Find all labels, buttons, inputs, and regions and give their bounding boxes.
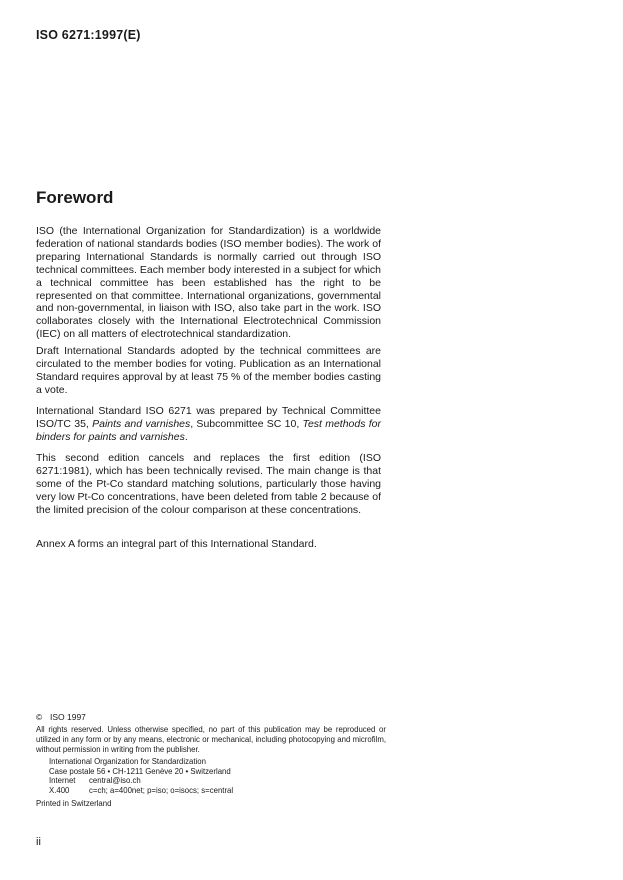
foreword-paragraph-5: Annex A forms an integral part of this International Standard. [36,538,317,550]
foreword-paragraph-4: This second edition cancels and replaces the first edition (ISO 6271:1981), which has been technically revised. The main change is that some of the Pt-Co standard matching solutions, particularly those having very low Pt-Co concentrations, have been deleted from table 2 because of the limited precision of the colour comparison at these concentrations. [36,452,381,516]
internet-value: central@iso.ch [89,776,141,786]
foreword-paragraph-3 [36,405,381,444]
p3-text-start: International Standard ISO 6271 was prepared by Technical Committee ISO/TC 35, [36,405,381,430]
copyright-symbol: © [36,712,43,722]
copyright-block [36,712,386,809]
p3-text-end: . [184,430,188,443]
org-name: International Organization for Standardization [49,757,206,766]
publisher-address [49,757,386,795]
copyright-text: ISO 1997 [50,712,86,722]
document-id-header: ISO 6271:1997(E) [36,28,141,42]
x400-label: X.400 [49,785,70,795]
x400-row [49,786,386,796]
foreword-paragraph-2: Draft International Standards adopted by the technical committees are circulated to the member bodies for voting. Publication as an International Standard requires approval by at least 75 % of the member bodies casting a vote. [36,345,381,396]
x400-value: c=ch; a=400net; p=iso; o=isocs; s=central [89,785,234,795]
internet-row [49,776,386,786]
foreword-title: Foreword [36,188,114,207]
printed-location: Printed in Switzerland [36,799,112,809]
p3-text-middle: , Subcommittee SC 10, [190,417,303,430]
p3-subcommittee-title: Test methods for binders for paints and varnishes [36,417,381,443]
p3-committee-title: Paints and varnishes [92,417,191,430]
copyright-line [36,712,386,723]
rights-statement: All rights reserved. Unless otherwise specified, no part of this publication may be reproduced or utilized in any form or by any means, electronic or mechanical, including photocopying and microfilm, without permission in writing from the publisher. [36,725,386,754]
page-number: ii [36,836,41,848]
foreword-paragraph-1: ISO (the International Organization for Standardization) is a worldwide federation of national standards bodies (ISO member bodies). The work of preparing International Standards is normally carried out through ISO technical committees. Each member body interested in a subject for which a technical committee has been established has the right to be represented on that committee. International organizations, governmental and non-governmental, in liaison with ISO, also take part in the work. ISO collaborates closely with the International Electrotechnical Commission (IEC) on all matters of electrotechnical standardization. [36,225,381,341]
postal-address: Case postale 56 • CH-1211 Genève 20 • Switzerland [49,766,231,776]
internet-label: Internet [49,776,76,786]
